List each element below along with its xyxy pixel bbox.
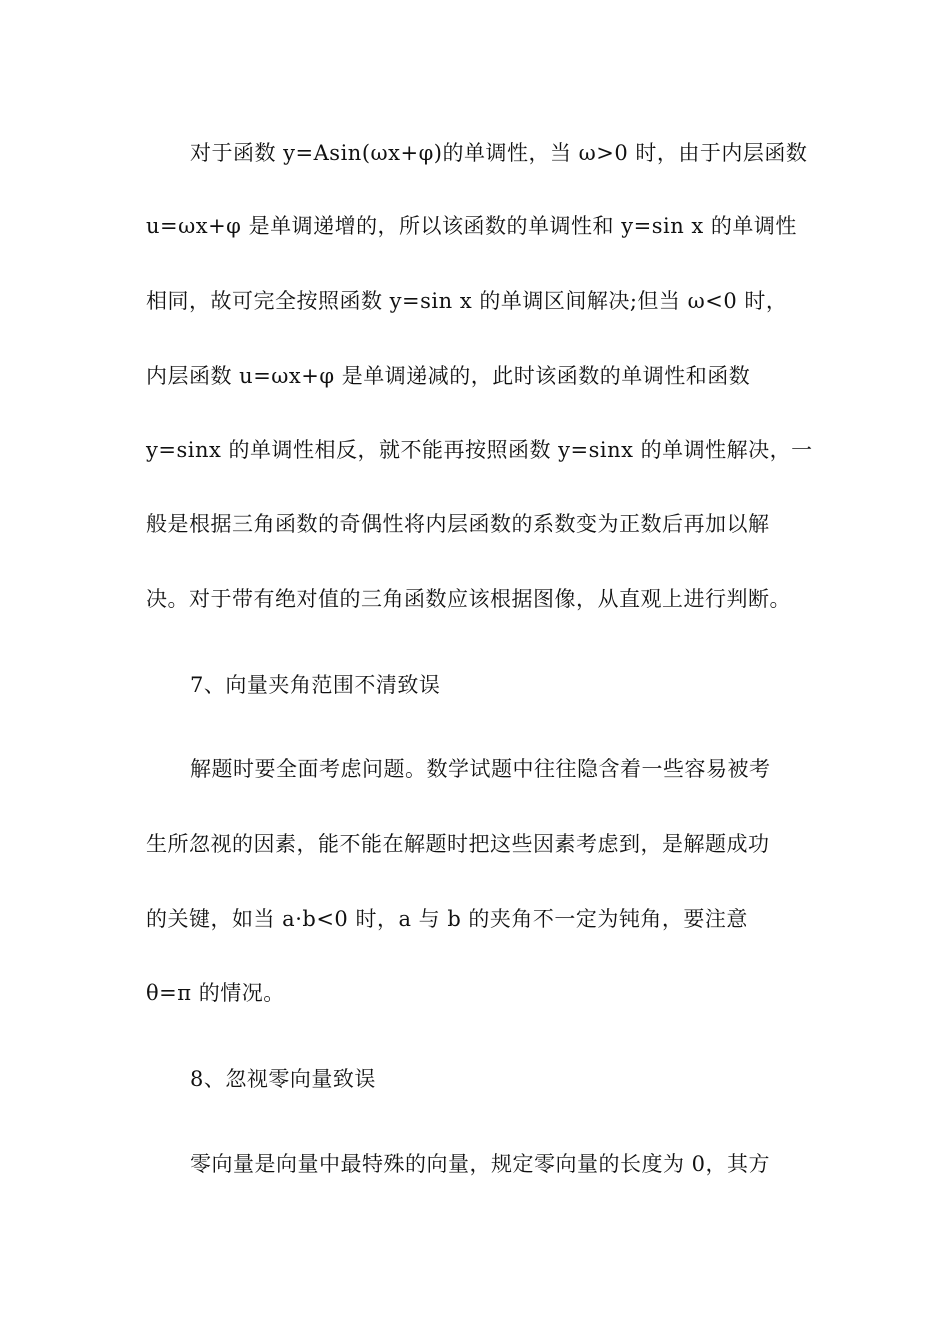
paragraph-1-line-4: 内层函数 u=ωx+φ 是单调递减的，此时该函数的单调性和函数 [146, 364, 751, 388]
section-heading-7: 7、向量夹角范围不清致误 [190, 673, 441, 697]
paragraph-2-line-4: θ=π 的情况。 [146, 981, 285, 1005]
paragraph-1-line-2: u=ωx+φ 是单调递增的，所以该函数的单调性和 y=sin x 的单调性 [146, 214, 797, 238]
paragraph-3-line-1: 零向量是向量中最特殊的向量，规定零向量的长度为 0，其方 [190, 1152, 771, 1176]
paragraph-1-line-7: 决。对于带有绝对值的三角函数应该根据图像，从直观上进行判断。 [146, 587, 791, 611]
paragraph-2-line-2: 生所忽视的因素，能不能在解题时把这些因素考虑到，是解题成功 [146, 832, 770, 856]
section-heading-8: 8、忽视零向量致误 [190, 1067, 376, 1091]
paragraph-1-line-3: 相同，故可完全按照函数 y=sin x 的单调区间解决;但当 ω<0 时， [146, 289, 788, 313]
paragraph-2-line-1: 解题时要全面考虑问题。数学试题中往往隐含着一些容易被考 [190, 757, 771, 781]
paragraph-2-line-3: 的关键，如当 a·b<0 时，a 与 b 的夹角不一定为钝角，要注意 [146, 907, 748, 931]
paragraph-1-line-1: 对于函数 y=Asin(ωx+φ)的单调性，当 ω>0 时，由于内层函数 [190, 141, 808, 165]
paragraph-1-line-5: y=sinx 的单调性相反，就不能再按照函数 y=sinx 的单调性解决，一 [146, 438, 813, 462]
paragraph-1-line-6: 般是根据三角函数的奇偶性将内层函数的系数变为正数后再加以解 [146, 512, 770, 536]
